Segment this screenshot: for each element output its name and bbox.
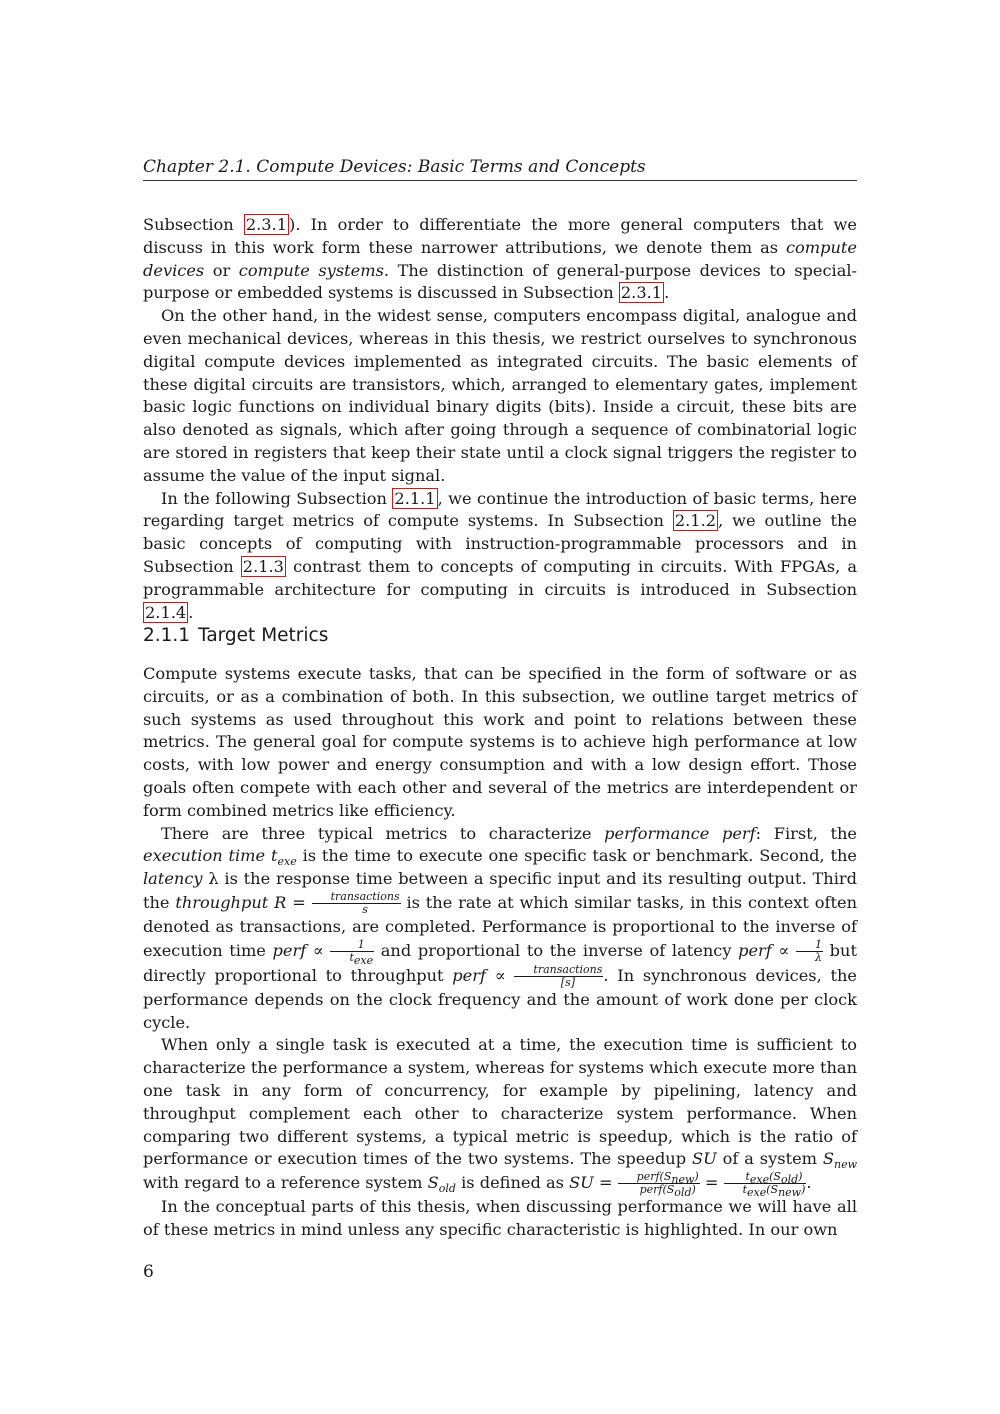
- fraction-transactions-per-s: $\frac{\text{transactions}}{s}$: [312, 891, 401, 916]
- fraction-texe-ratio: $\frac{t_{exe}(S_{old})}{t_{exe}(S_{new})}$: [724, 1171, 807, 1196]
- fraction-one-over-lambda: $\frac{1}{\lambda}$: [796, 939, 823, 964]
- intro-text: [143, 214, 857, 624]
- ref-2-3-1[interactable]: 2.3.1: [245, 215, 288, 234]
- intro-paragraph-2: On the other hand, in the widest sense, computers encompass digital, analogue and even mechanical devices, whereas in this thesis, we restrict ourselves to synchronous digital compute devices implemented as integrated circuits. The basic elements of these digital circuits are transistors, which, arranged to elementary gates, implement basic logic functions on individual binary digits (bits). Inside a circuit, these bits are also denoted as signals, which after going through a sequence of combinatorial logic are stored in registers that keep their state until a clock signal triggers the register to assume the value of the input signal.: [143, 306, 857, 485]
- ref-2-1-1[interactable]: 2.1.1: [394, 488, 436, 508]
- ref-2-3-1-b[interactable]: 2.3.1: [620, 283, 663, 303]
- metrics-text: [143, 663, 857, 1242]
- metrics-paragraph-3: When only a single task is executed at a time, the execution time is sufficient to characterize the performance a system, whereas for systems which execute more than one task in any form of concurrency, for example by pipelining, latency and throughput complement each other to characterize system performance. When comparing two different systems, a typical metric is speedup, which is the ratio of performance or execution times of the two systems. The speedup SU of a system $S_{new}$ with regard to a reference system $S_{old}$ is defined as SU = $\frac{perf(S_{new})}{perf(S_{old})}$ = $\frac{t_{exe}(S_{old})}{t_{exe}(S_{new})}$ .: [143, 1035, 858, 1200]
- intro-paragraph-1: Subsection 2.3.1 ). In order to differentiate the more general computers that we discuss in this work form these narrower attributions, we denote them as compute devices or compute systems. The distinction of general-purpose devices to special-purpose or embedded systems is discussed in Subsection 2.3.1 .: [143, 215, 857, 303]
- running-header: Chapter 2.1. Compute Devices: Basic Terms and Concepts: [143, 156, 857, 181]
- fraction-one-over-texe: $\frac{1}{t_{exe}}$: [330, 939, 374, 964]
- section-heading: [143, 625, 328, 646]
- section-title: Target Metrics: [198, 625, 329, 646]
- metrics-paragraph-2: There are three typical metrics to characterize performance perf: First, the execution time $t_{exe}$ is the time to execute one specific task or benchmark. Second, the latency λ is the response time between a specific input and its resulting output. Third the throughput R = $\frac{\text{transactions}}{s}$ is the rate at which similar tasks, in this context often denoted as transactions, are completed. Performance is proportional to the inverse of execution time perf ∝ $\frac{1}{t_{exe}}$ and proportional to the inverse of latency perf ∝ $\frac{1}{\lambda}$ but directly proportional to throughput perf ∝ $\frac{\text{transactions}}{[s]}$ . In synchronous devices, the performance depends on the clock frequency and the amount of work done per clock cycle.: [143, 823, 858, 1032]
- section-number: 2.1.1: [143, 625, 191, 646]
- fraction-transactions-per-bracket-s: $\frac{\text{transactions}}{[s]}$: [514, 964, 603, 989]
- intro-paragraph-3: In the following Subsection 2.1.1 , we continue the introduction of basic terms, here regarding target metrics of compute systems. In Subsection 2.1.2 , we outline the basic concepts of computing with instruction-programmable processors and in Subsection 2.1.3 contrast them to concepts of computing in circuits. With FPGAs, a programmable architecture for computing in circuits is introduced in Subsection 2.1.4 .: [143, 488, 857, 622]
- page-number: 6: [143, 1262, 154, 1282]
- metrics-paragraph-4: In the conceptual parts of this thesis, when discussing performance we will have all of these metrics in mind unless any specific characteristic is highlighted. In our own: [143, 1197, 857, 1239]
- ref-2-1-4[interactable]: 2.1.4: [145, 602, 187, 622]
- metrics-paragraph-1: Compute systems execute tasks, that can be specified in the form of software or as circuits, or as a combination of both. In this subsection, we outline target metrics of such systems as used throughout this work and point to relations between these metrics. The general goal for compute systems is to achieve high performance at low costs, with low power and energy consumption and with a low design effort. Those goals often compete with each other and several of the metrics are interdependent or form combined metrics like efficiency.: [143, 664, 857, 820]
- ref-2-1-3[interactable]: 2.1.3: [242, 556, 284, 576]
- fraction-perf-ratio: $\frac{perf(S_{new})}{perf(S_{old})}$: [618, 1171, 700, 1196]
- ref-2-1-2[interactable]: 2.1.2: [674, 511, 717, 531]
